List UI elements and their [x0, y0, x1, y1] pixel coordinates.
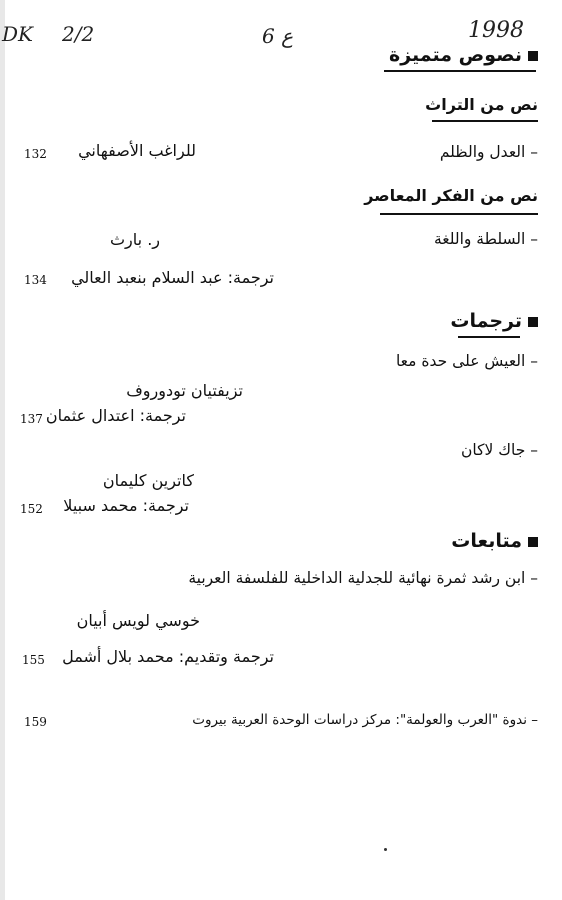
section-translations-title: ترجمات — [450, 310, 522, 332]
square-bullet-icon — [528, 317, 538, 327]
entry-averroes-author: خوسي لويس أبيان — [76, 611, 200, 630]
entry-symposium-title: – ندوة "العرب والعولمة": مركز دراسات الوحدة العربية بيروت — [192, 712, 538, 728]
entry-power-translator: ترجمة: عبد السلام بنعبد العالي — [71, 268, 274, 287]
entry-justice-page: 132 — [24, 147, 47, 161]
entry-living-title: – العيش على حدة معا — [395, 352, 538, 370]
entry-lacan-title: – جاك لاكان — [460, 441, 538, 459]
subsection-underline — [432, 120, 538, 122]
section-underline — [384, 70, 536, 72]
entry-averroes-page: 155 — [22, 653, 45, 667]
section-special-texts-title: نصوص متميزة — [389, 44, 522, 66]
entry-justice-title: – العدل والظلم — [439, 143, 538, 161]
section-followups-title: متابعات — [451, 530, 522, 552]
subsection-underline — [380, 213, 538, 215]
entry-averroes-title: – ابن رشد ثمرة نهائية للجدلية الداخلية للفلسفة العربية — [188, 569, 538, 587]
handwritten-issue: 6 ع — [262, 24, 294, 48]
section-special-texts — [389, 44, 538, 66]
entry-living-translator: ترجمة: اعتدال عثمان — [45, 406, 186, 425]
subsection-contemporary-title: نص من الفكر المعاصر — [364, 186, 538, 205]
entry-lacan-page: 152 — [20, 502, 43, 516]
subsection-heritage-title: نص من التراث — [425, 95, 538, 114]
handwritten-code: DK — [2, 22, 33, 46]
entry-living-author: تزيفتيان تودوروف — [126, 381, 243, 400]
entry-justice-author: للراغب الأصفهاني — [78, 141, 196, 160]
section-underline — [458, 336, 520, 338]
section-followups — [451, 530, 538, 552]
square-bullet-icon — [528, 537, 538, 547]
entry-living-page: 137 — [20, 412, 43, 426]
entry-symposium-page: 159 — [24, 715, 47, 729]
entry-power-author: ر. بارث — [109, 230, 160, 249]
entry-lacan-author: كاترين كليمان — [102, 471, 194, 490]
entry-power-title: – السلطة واللغة — [433, 230, 538, 248]
entry-power-page: 134 — [24, 273, 47, 287]
entry-averroes-translator: ترجمة وتقديم: محمد بلال أشمل — [62, 647, 274, 666]
page-scan-edge — [0, 0, 5, 900]
square-bullet-icon — [528, 51, 538, 61]
handwritten-fraction: 2/2 — [62, 22, 95, 46]
entry-lacan-translator: ترجمة: محمد سبيلا — [63, 496, 189, 515]
handwritten-year: 1998 — [468, 18, 524, 43]
scan-speck — [384, 848, 387, 851]
section-translations — [450, 310, 538, 332]
